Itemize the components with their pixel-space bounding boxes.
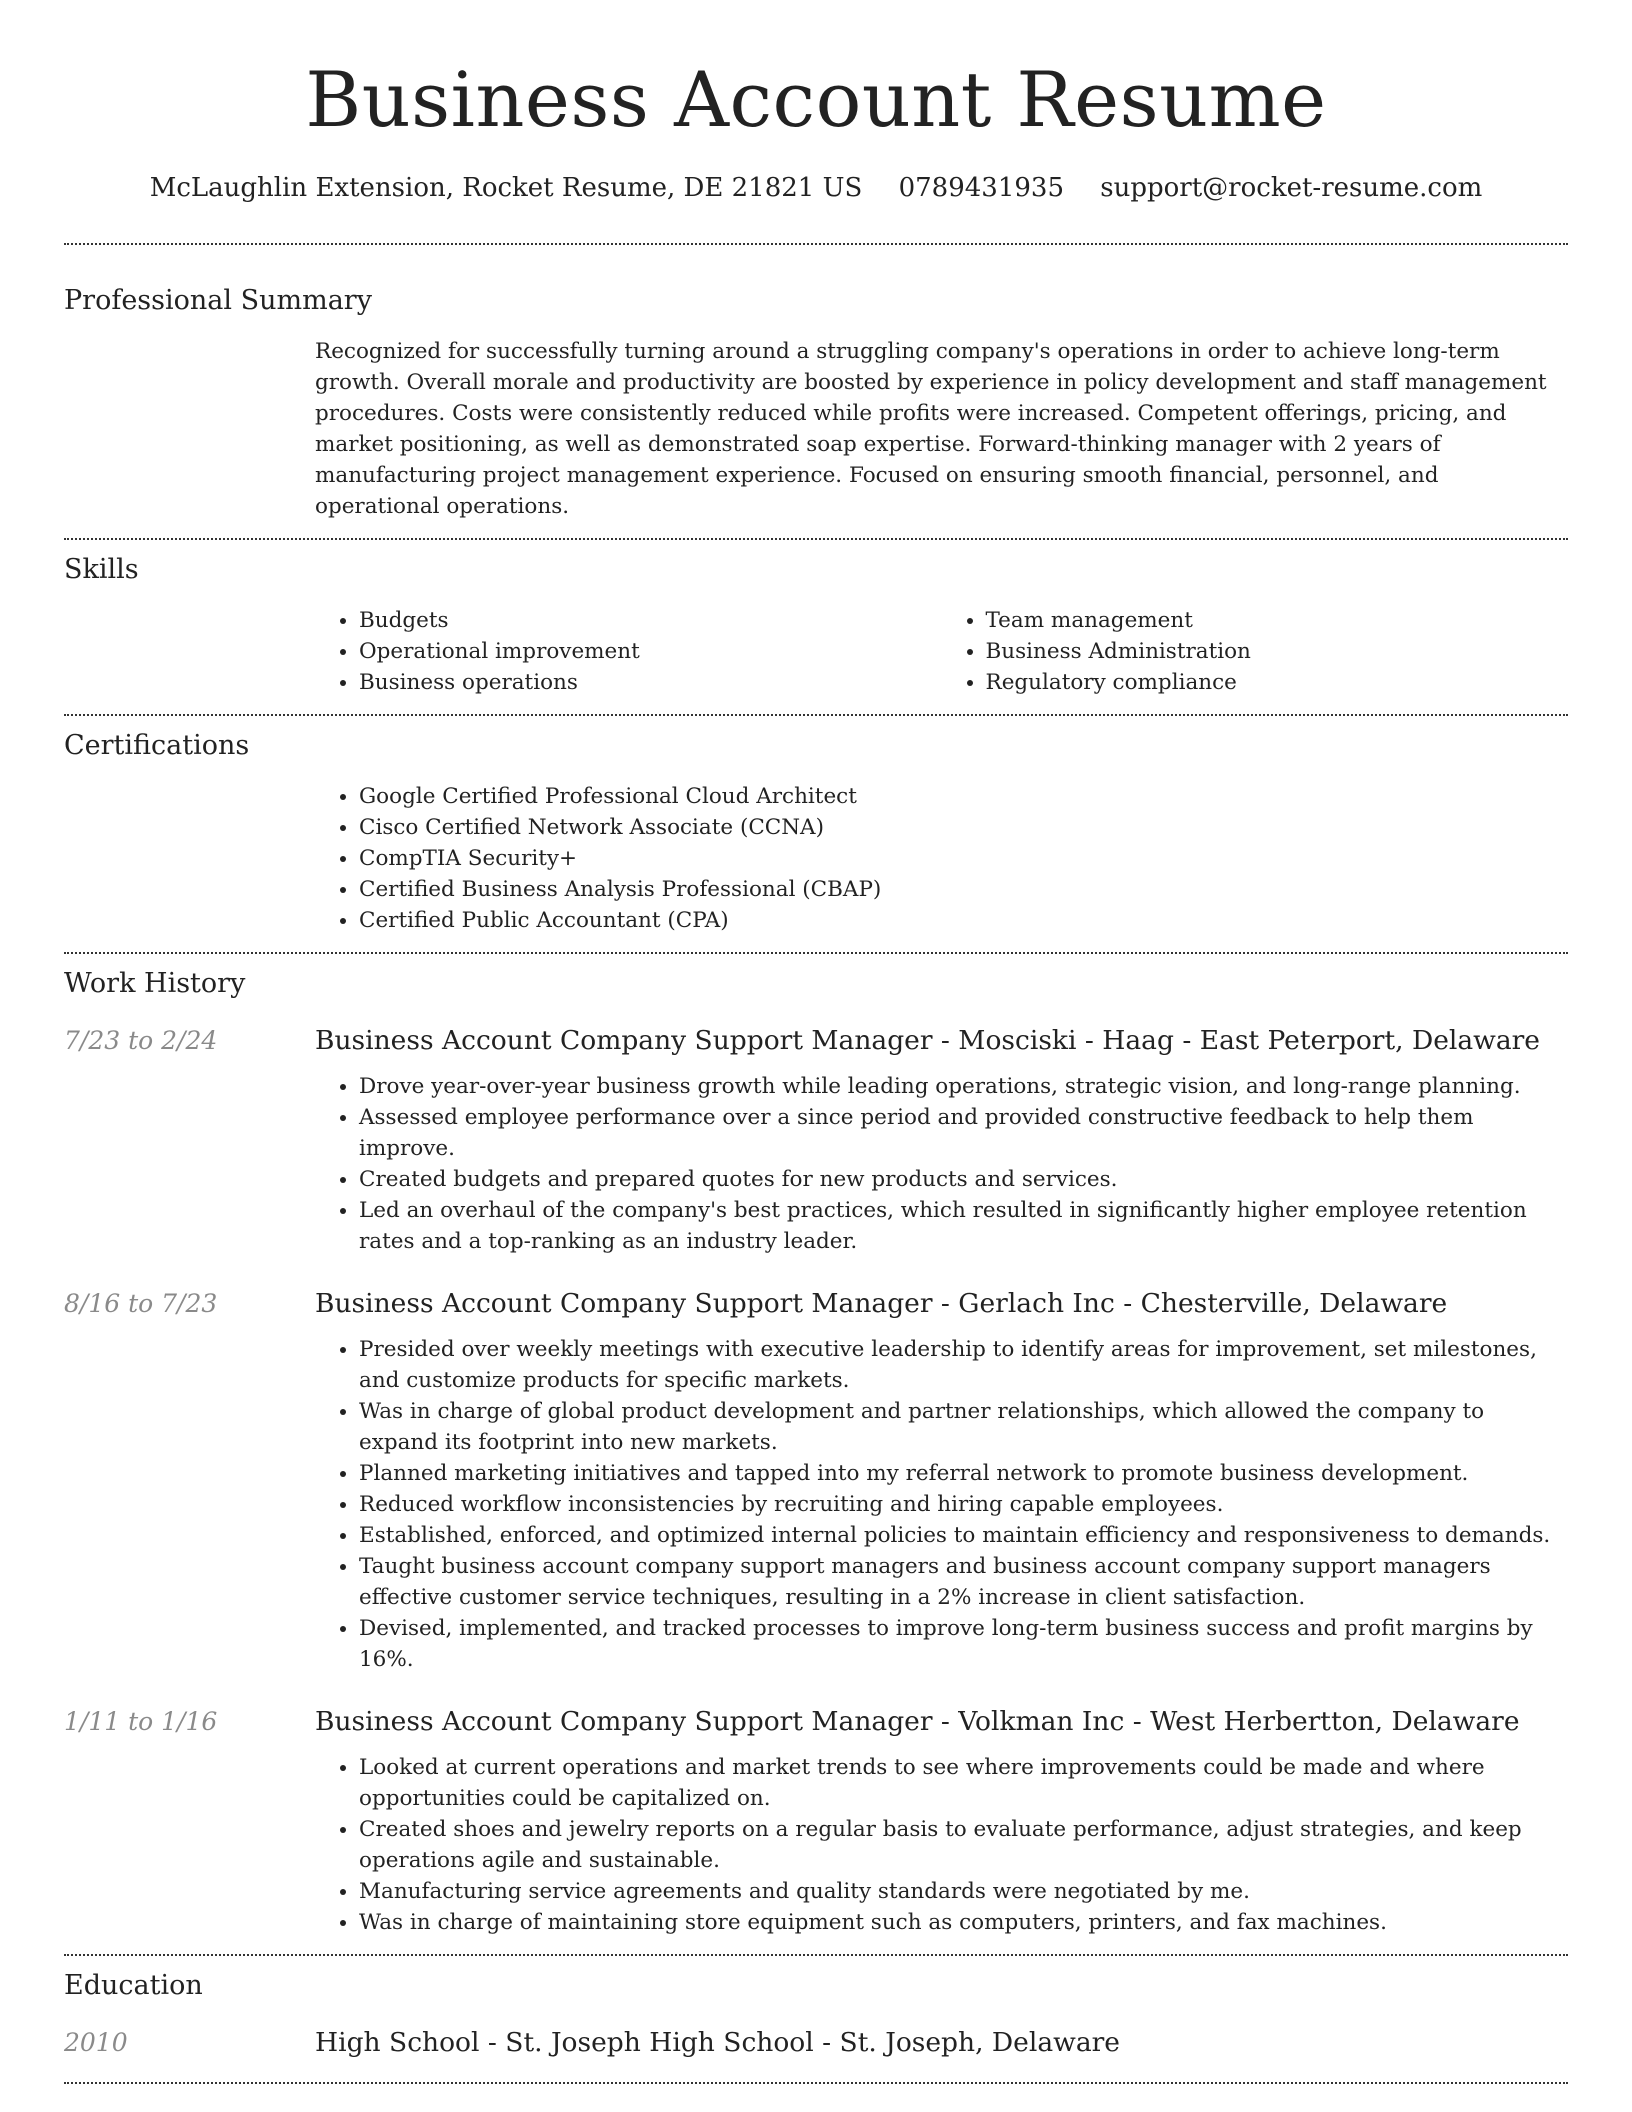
- contact-email: support@rocket-resume.com: [1100, 173, 1483, 203]
- job-bullet: • Led an overhaul of the company's best practices, which resulted in significantly higher employee retention rates and a top-ranking as an industry leader.: [359, 1195, 1568, 1257]
- job-bullet: • Established, enforced, and optimized internal policies to maintain efficiency and responsiveness to demands.: [359, 1520, 1568, 1551]
- job-bullet: • Manufacturing service agreements and quality standards were negotiated by me.: [359, 1876, 1568, 1907]
- resume-title: Business Account Resume: [305, 55, 1327, 144]
- skills-section: [64, 540, 1568, 698]
- contact-line: [64, 170, 1568, 206]
- job-title: Business Account Company Support Manager - Gerlach Inc - Chesterville, Delaware: [315, 1288, 1448, 1319]
- job-bullet: • Was in charge of global product development and partner relationships, which allowed the company to expand its footprint into new markets.: [359, 1396, 1568, 1458]
- job-bullet: • Created budgets and prepared quotes for new products and services.: [359, 1164, 1568, 1195]
- job-entry: [64, 1024, 1568, 1257]
- job-bullet: • Devised, implemented, and tracked processes to improve long-term business success and profit margins by 16%.: [359, 1613, 1568, 1675]
- certification-item: • Cisco Certified Network Associate (CCNA): [359, 812, 1568, 843]
- skills-list-right: [942, 605, 1569, 698]
- skill-item: • Business Administration: [986, 636, 1569, 667]
- job-title: Business Account Company Support Manager - Mosciski - Haag - East Peterport, Delaware: [315, 1025, 1540, 1056]
- summary-section: [64, 245, 1568, 522]
- job-bullet: • Created shoes and jewelry reports on a regular basis to evaluate performance, adjust strategies, and keep operations agile and sustainable.: [359, 1814, 1568, 1876]
- contact-address: McLaughlin Extension, Rocket Resume, DE 21821 US: [149, 173, 863, 203]
- skill-item: • Budgets: [359, 605, 942, 636]
- job-bullets: [315, 1334, 1568, 1675]
- job-bullet: • Reduced workflow inconsistencies by recruiting and hiring capable employees.: [359, 1489, 1568, 1520]
- certification-item: • Certified Business Analysis Professional (CBAP): [359, 874, 1568, 905]
- job-bullet: • Looked at current operations and market trends to see where improvements could be made and where opportunities could be capitalized on.: [359, 1752, 1568, 1814]
- education-title: High School - St. Joseph High School - St. Joseph, Delaware: [315, 2027, 1120, 2058]
- skills-list-left: [315, 605, 942, 698]
- job-title: Business Account Company Support Manager - Volkman Inc - West Herbertton, Delaware: [315, 1706, 1520, 1737]
- summary-text: Recognized for successfully turning around a struggling company's operations in order to achieve long-term growth. Overall morale and productivity are boosted by experience in policy development and staff management procedures. Costs were consistently reduced while profits were increased. Competent offerings, pricing, and market positioning, as well as demonstrated soap expertise. Forward-thinking manager with 2 years of manufacturing project management experience. Focused on ensuring smooth financial, personnel, and operational operations.: [315, 339, 1547, 519]
- job-bullet: • Assessed employee performance over a since period and provided constructive feedback to help them improve.: [359, 1102, 1568, 1164]
- certifications-heading: Certifications: [64, 730, 250, 761]
- education-section: [64, 1956, 1568, 2060]
- certification-item: • Google Certified Professional Cloud Architect: [359, 781, 1568, 812]
- job-dates: 8/16 to 7/23: [64, 1289, 218, 1318]
- skill-item: • Operational improvement: [359, 636, 942, 667]
- job-bullet: • Was in charge of maintaining store equipment such as computers, printers, and fax machines.: [359, 1907, 1568, 1938]
- skill-item: • Business operations: [359, 667, 942, 698]
- certification-item: • CompTIA Security+: [359, 843, 1568, 874]
- certifications-section: [64, 716, 1568, 936]
- certification-item: • Certified Public Accountant (CPA): [359, 905, 1568, 936]
- job-bullet: • Planned marketing initiatives and tapped into my referral network to promote business development.: [359, 1458, 1568, 1489]
- skill-item: • Regulatory compliance: [986, 667, 1569, 698]
- job-entry: [64, 1705, 1568, 1938]
- job-bullets: [315, 1071, 1568, 1257]
- job-bullets: [315, 1752, 1568, 1938]
- resume-page: [64, 0, 1568, 2084]
- summary-heading: Professional Summary: [64, 285, 372, 316]
- certifications-list: [315, 781, 1568, 936]
- work-history-heading: Work History: [64, 968, 246, 999]
- section-divider: [64, 2082, 1568, 2084]
- job-bullet: • Taught business account company support managers and business account company support managers effective customer service techniques, resulting in a 2% increase in client satisfaction.: [359, 1551, 1568, 1613]
- job-bullet: • Drove year-over-year business growth while leading operations, strategic vision, and long-range planning.: [359, 1071, 1568, 1102]
- education-dates: 2010: [64, 2028, 128, 2057]
- contact-phone: 0789431935: [898, 173, 1064, 203]
- job-dates: 1/11 to 1/16: [64, 1707, 218, 1736]
- job-bullet: • Presided over weekly meetings with executive leadership to identify areas for improvement, set milestones, and customize products for specific markets.: [359, 1334, 1568, 1396]
- job-entry: [64, 1287, 1568, 1675]
- job-dates: 7/23 to 2/24: [64, 1026, 218, 1055]
- education-heading: Education: [64, 1970, 203, 2001]
- education-entry: [64, 2026, 1568, 2060]
- skills-heading: Skills: [64, 554, 139, 585]
- skill-item: • Team management: [986, 605, 1569, 636]
- work-history-section: [64, 954, 1568, 1938]
